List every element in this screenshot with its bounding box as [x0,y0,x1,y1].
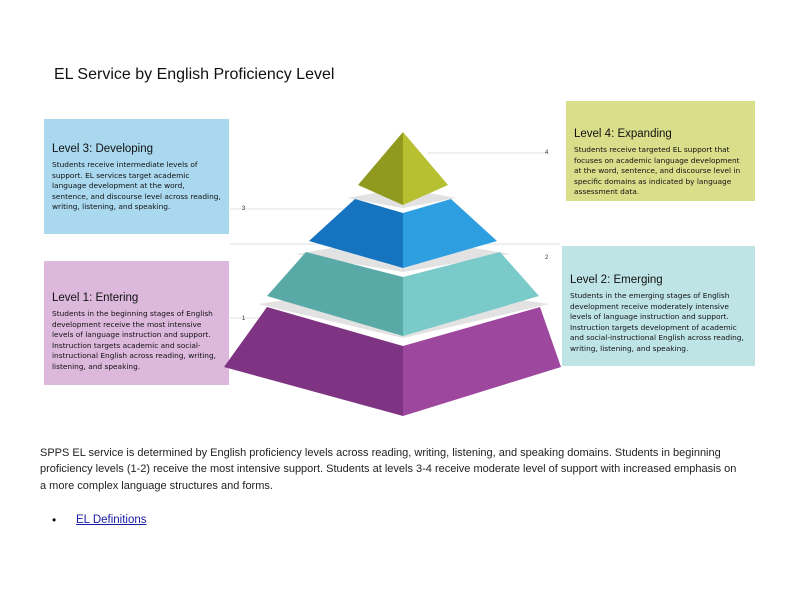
el-definitions-link[interactable]: EL Definitions [76,514,147,526]
pyramid-tier-4-left [358,132,403,205]
level-4-description: Students receive targeted EL support that focuses on academic language development at the word, sentence, and discourse level in specific domains as indicated by language assessment data. [574,145,741,197]
level-2-description: Students in the emerging stages of English development receive moderately intensive levels of language instruction and support. Instruction targets development of academic and social-instructional English across reading, writing, listening, and speaking. [570,291,744,353]
level-1-number: 1 [242,316,246,322]
level-1-description: Students in the beginning stages of English development receive the most intensive levels of language instruction and support. Instruction targets academic and social-instructional English across reading, writing, listening, and speaking. [52,309,217,371]
level-3-number: 3 [242,206,246,212]
level-2-heading: Level 2: Emerging [570,274,663,286]
bullet-icon: • [52,513,57,527]
level-4-number: 4 [545,150,549,156]
level-1-heading: Level 1: Entering [52,292,139,304]
pyramid-tier-4-right [403,132,448,205]
level-3-heading: Level 3: Developing [52,143,154,155]
level-3-description: Students receive intermediate levels of support. EL services target academic language development at the word, sentence, and discourse level across reading, writing, listening, and speaking. [52,160,221,212]
level-4-heading: Level 4: Expanding [574,128,672,140]
page-title: EL Service by English Proficiency Level [54,66,335,83]
summary-paragraph: SPPS EL service is determined by English proficiency levels across reading, writing, listening, and speaking domains. Students in beginning proficiency levels (1-2) receive the most intensive support. Students at levels 3-4 receive moderate level of support with increased emphasis on a more complex language structures and forms. [40,447,737,492]
level-2-number: 2 [545,255,549,261]
